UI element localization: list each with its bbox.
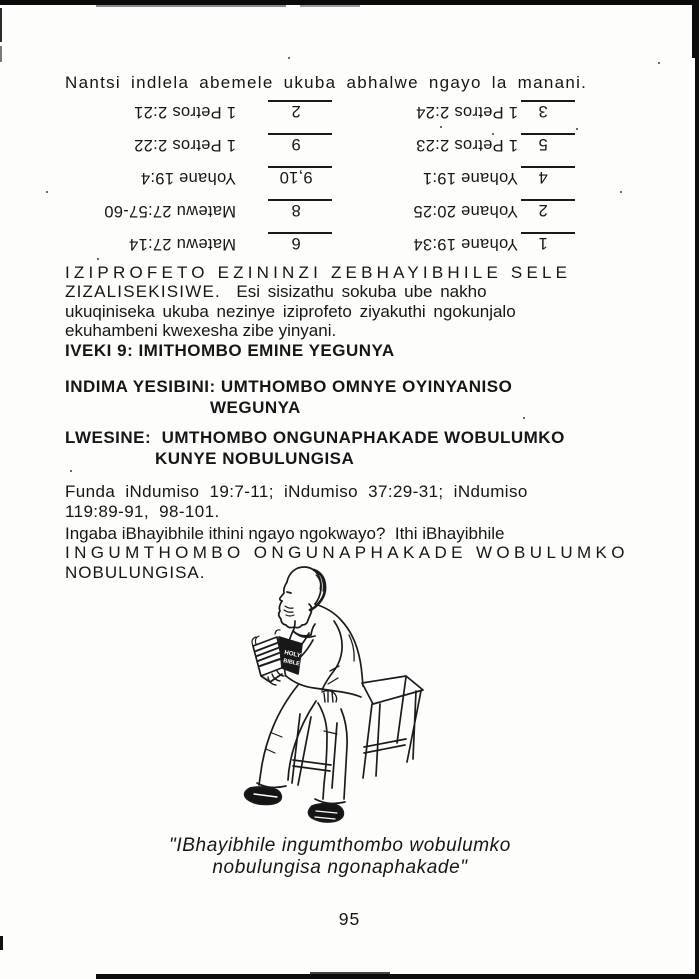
scan-speck — [70, 470, 72, 472]
knee-creases — [266, 733, 282, 753]
caption-line: "IBhayibhile ingumthombo wobulumko — [169, 835, 511, 856]
scan-mark — [0, 46, 2, 62]
heading-line: INDIMA YESIBINI: UMTHOMBO OMNYE OYINYANISO — [65, 377, 513, 396]
scan-smudge — [300, 5, 360, 7]
scan-speck — [523, 417, 525, 419]
reading-assignment — [65, 482, 528, 521]
scan-speck — [46, 191, 48, 193]
scan-smudge — [310, 972, 390, 974]
illustration-caption — [10, 835, 670, 879]
paragraph-line: 119:89-91, 98-101. — [65, 501, 220, 521]
left-leg-outer — [318, 703, 327, 799]
left-knee-crease — [324, 731, 337, 734]
heading-lesson — [65, 427, 565, 469]
scan-mark — [0, 936, 3, 950]
scripture-reference: 1 Petros 2:22 — [133, 136, 236, 154]
paragraph-line: Ingaba iBhayibhile ithini ngayo ngokwayo? Ithi iBhayibhile — [65, 524, 505, 543]
answer-key-inverted — [60, 100, 699, 265]
answer-blank-number: 2 — [268, 100, 332, 119]
scan-speck — [658, 62, 660, 64]
prophecy-paragraph — [65, 263, 645, 340]
scripture-reference: Matewu 27:57-60 — [104, 202, 236, 220]
scan-edge-right-top — [692, 0, 699, 58]
scripture-reference: 1 Petros 2:23 — [415, 136, 518, 154]
man-reading-illustration — [200, 561, 500, 833]
scripture-reference: Yohane 19:1 — [422, 169, 518, 187]
left-cuff — [315, 799, 345, 803]
answer-blank-number: 4 — [521, 166, 575, 185]
left-sandal — [309, 804, 344, 822]
answer-blank-number: 3 — [521, 100, 575, 119]
book-title-line2: BIBLE — [282, 658, 301, 668]
right-arm — [322, 621, 342, 690]
heading-section — [65, 376, 512, 418]
answer-row — [60, 166, 699, 199]
caption-line: nobulungisa ngonaphakade" — [212, 857, 468, 878]
scan-edge-bottom — [96, 974, 699, 979]
eye — [287, 592, 291, 593]
answer-blank-number: 9 — [268, 133, 332, 152]
page-number: 95 — [338, 909, 361, 929]
paragraph-line: ekuhambeni kwexesha zibe yinyani. — [65, 320, 337, 340]
scripture-reference: 1 Petros 2:24 — [415, 103, 518, 121]
heading-line: WEGUNYA — [210, 398, 301, 417]
book-title-line1: HOLY — [283, 649, 302, 660]
bench-legs-behind — [292, 714, 337, 788]
scripture-reference: Matewu 27:14 — [128, 235, 236, 253]
face-profile — [280, 582, 287, 601]
answer-row — [60, 133, 699, 166]
heading-line: LWESINE: UMTHOMBO ONGUNAPHAKADE WOBULUMKO — [65, 428, 565, 447]
scripture-reference: 1 Petros 2:21 — [133, 103, 236, 121]
jacket-back — [315, 604, 363, 686]
answer-row — [60, 199, 699, 232]
paragraph-line: INGUMTHOMBO ONGUNAPHAKADE WOBULUMKO — [65, 543, 629, 563]
answer-blank-number: 6 — [268, 232, 332, 251]
scripture-reference: Yohane 20:25 — [413, 202, 518, 220]
paragraph-line: Funda iNdumiso 19:7-11; iNdumiso 37:29-31; iNdumiso — [65, 482, 528, 501]
heading-week: IVEKI 9: IMITHOMBO EMINE YEGUNYA — [65, 341, 395, 360]
left-leg-inner — [341, 709, 347, 799]
scan-smudge — [96, 5, 286, 7]
scripture-reference: Yohane 19:34 — [413, 235, 518, 253]
stool-seat — [362, 676, 423, 704]
answer-blank-number: 1 — [521, 232, 575, 251]
scripture-reference: Yohane 19:4 — [140, 169, 236, 187]
paragraph-line: NOBULUNGISA. — [65, 562, 206, 582]
answer-row — [60, 100, 699, 133]
scan-mark — [0, 8, 2, 42]
right-hand — [322, 691, 337, 702]
stool-right-leg — [407, 691, 421, 762]
paragraph-line: Esi sisizathu sokuba ube nakho — [220, 282, 487, 302]
answer-blank-number: 5 — [521, 133, 575, 152]
paragraph-line: ZIZALISEKISIWE. — [65, 282, 221, 302]
sleeve-folds — [328, 635, 354, 684]
stool-front-leg — [363, 704, 380, 778]
answer-blank-number: 9,10 — [268, 166, 332, 185]
paragraph-line: IZIPROFETO EZININZI ZEBHAYIBHILE SELE — [65, 263, 572, 282]
answer-blank-number: 2 — [521, 199, 575, 218]
heading-line: KUNYE NOBULUNGISA — [155, 449, 355, 468]
answer-row — [60, 232, 699, 265]
intro-line: Nantsi indlela abemele ukuba abhalwe ngayo la manani. — [65, 73, 588, 92]
paragraph-line: ukuqiniseka ukuba nezinye iziprofeto ziyakuthi ngokunjalo — [65, 301, 516, 321]
head-outline — [287, 567, 321, 604]
beard-texture — [284, 606, 294, 616]
scan-speck — [288, 57, 290, 59]
stool-rungs — [364, 739, 406, 753]
answer-blank-number: 8 — [268, 199, 332, 218]
